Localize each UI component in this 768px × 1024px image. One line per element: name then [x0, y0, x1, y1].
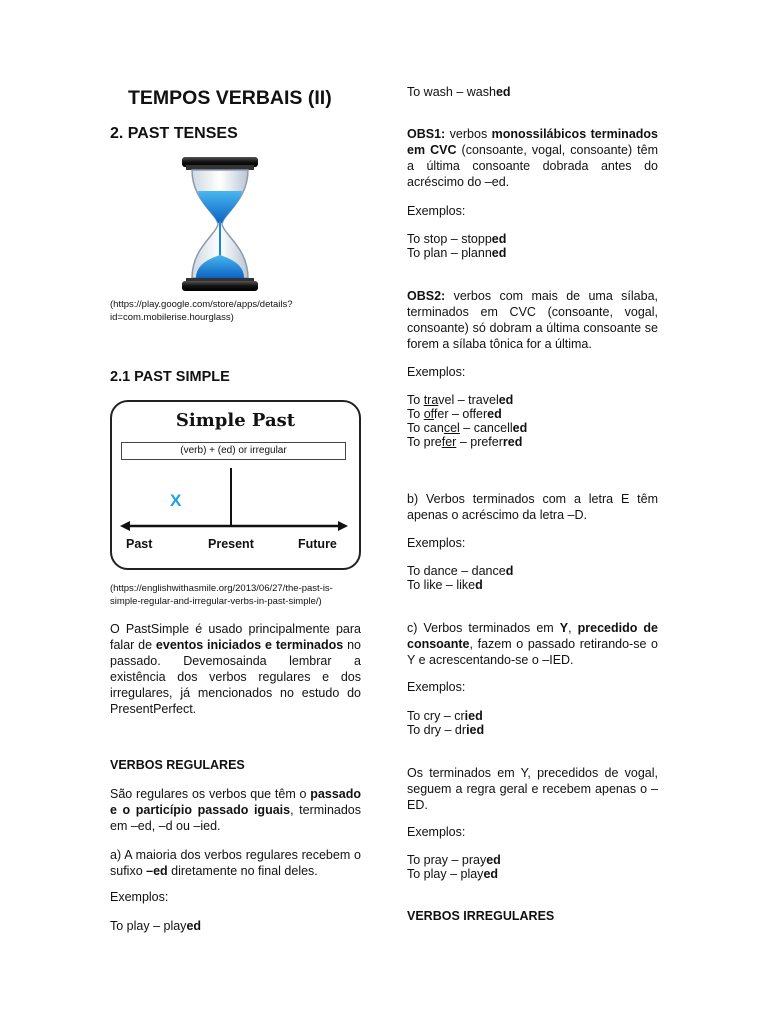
- example-play: To play – played: [110, 919, 202, 933]
- examples-y-vowel: [407, 853, 501, 881]
- examples-cvc: [407, 232, 506, 260]
- exemplos-label: Exemplos:: [407, 365, 466, 379]
- diagram-source: (https://englishwithasmile.org/2013/06/27/the-past-is-simple-regular-and-irregular-verbs-in-past-simple/): [110, 583, 333, 607]
- exemplos-label: Exemplos:: [407, 536, 466, 550]
- irregulares-heading: VERBOS IRREGULARES: [407, 909, 555, 923]
- label-present: Present: [208, 537, 254, 551]
- examples-y-consonant: [407, 709, 484, 737]
- diagram-title: Simple Past: [175, 410, 296, 431]
- obs1-paragraph: OBS1: verbos monossilábicos terminados em CVC (consoante, vogal, consoante) têm a última consoante dobrada antes do acréscimo do –ed.: [407, 127, 658, 189]
- examples-e-ending: [407, 564, 513, 592]
- section-heading: 2. PAST TENSES: [110, 125, 238, 142]
- obs2-paragraph: OBS2: verbos com mais de uma sílaba, terminados em CVC (consoante, vogal, consoante) só dobram a última consoante se forem a sílaba tônica for a última.: [407, 289, 658, 351]
- example-cry: To cry – cried: [407, 709, 483, 723]
- arrow-left-icon: [120, 521, 130, 531]
- example-dance: To dance – danced: [407, 564, 514, 578]
- rule-a-paragraph: a) A maioria dos verbos regulares recebem o sufixo –ed diretamente no final deles.: [110, 848, 361, 878]
- past-mark: X: [170, 491, 182, 510]
- example-pray: To pray – prayed: [407, 853, 501, 867]
- example-travel: To travel – traveled: [407, 393, 514, 407]
- example-prefer: To prefer – preferred: [407, 435, 523, 449]
- example-like: To like – liked: [407, 578, 483, 592]
- exemplos-label: Exemplos:: [110, 890, 169, 904]
- regulares-heading: VERBOS REGULARES: [110, 758, 245, 772]
- exemplos-label: Exemplos:: [407, 204, 466, 218]
- vowel-rule-paragraph: Os terminados em Y, precedidos de vogal, seguem a regra geral e recebem apenas o –ED.: [407, 766, 658, 812]
- intro-paragraph: O PastSimple é usado principalmente para falar de eventos iniciados e terminados no passado. Devemosainda lembrar a existência dos verbos regulares e dos irregulares, já mencionados no estudo do PresentPerfect.: [110, 622, 361, 716]
- exemplos-label: Exemplos:: [407, 825, 466, 839]
- rule-c-paragraph: c) Verbos terminados em Y, precedido de consoante, fazem o passado retirando-se o Y e acrescentando-se o –IED.: [407, 621, 659, 667]
- exemplos-label: Exemplos:: [407, 680, 466, 694]
- example-wash: To wash – washed: [407, 85, 511, 99]
- page-title: TEMPOS VERBAIS (II): [128, 87, 332, 109]
- example-dry: To dry – dried: [407, 723, 485, 737]
- regulares-paragraph: São regulares os verbos que têm o passado e o particípio passado iguais, terminados em –ed, –d ou –ied.: [110, 787, 362, 833]
- arrow-right-icon: [338, 521, 348, 531]
- example-offer: To offer – offered: [407, 407, 502, 421]
- simple-past-diagram: [110, 400, 361, 570]
- examples-multisyllable: [407, 393, 527, 449]
- hourglass-icon: [180, 155, 260, 293]
- example-play-right: To play – played: [407, 867, 499, 881]
- subsection-heading: 2.1 PAST SIMPLE: [110, 369, 230, 385]
- hourglass-source: (https://play.google.com/store/apps/details?id=com.mobilerise.hourglass): [110, 299, 293, 323]
- diagram-formula: (verb) + (ed) or irregular: [121, 442, 346, 460]
- label-past: Past: [126, 537, 153, 551]
- rule-b-paragraph: b) Verbos terminados com a letra E têm apenas o acréscimo da letra –D.: [407, 492, 658, 522]
- example-stop: To stop – stopped: [407, 232, 507, 246]
- example-cancel: To cancel – cancelled: [407, 421, 528, 435]
- example-plan: To plan – planned: [407, 246, 507, 260]
- label-future: Future: [298, 537, 337, 551]
